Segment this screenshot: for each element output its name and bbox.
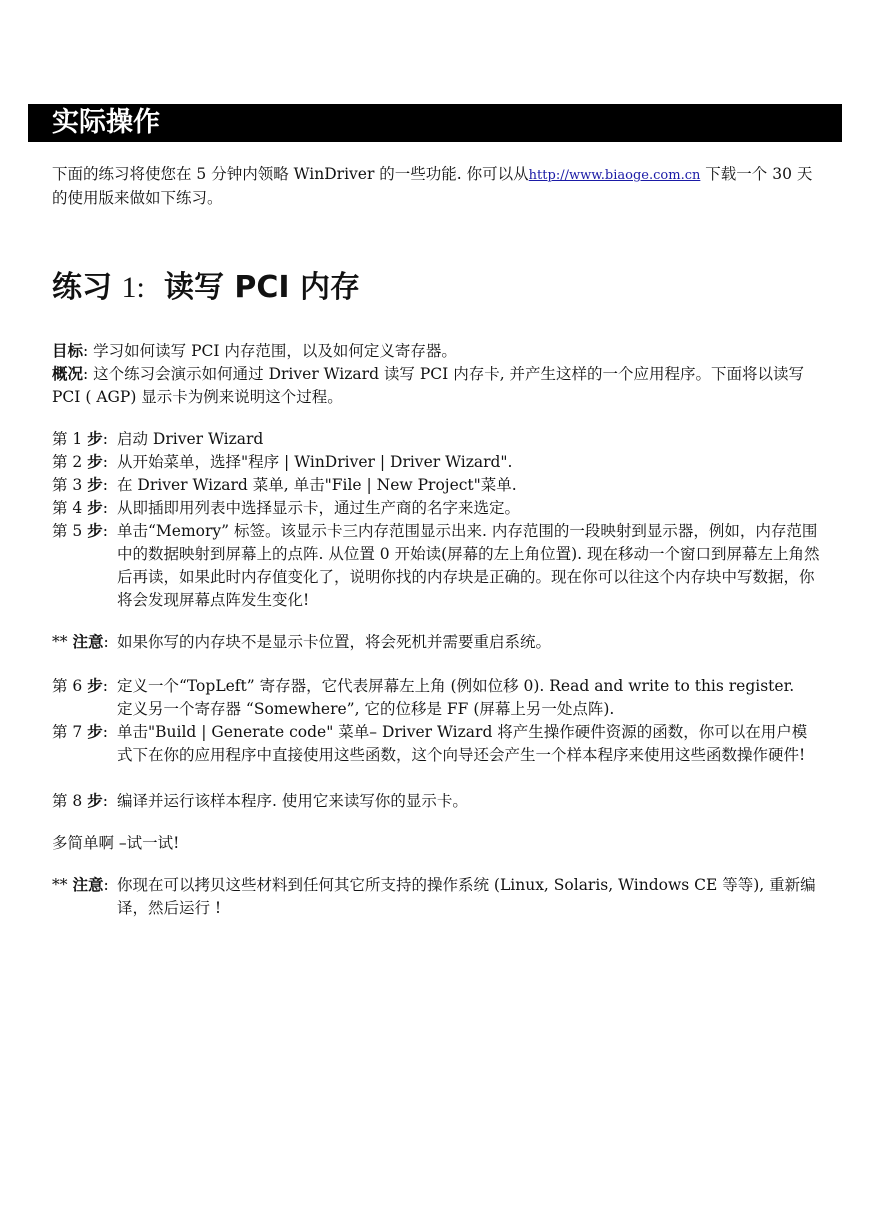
exercise-number: 1: (121, 271, 145, 304)
intro-paragraph (52, 163, 822, 210)
step-text: 单击“Memory” 标签。该显示卡三内存范围显示出来. 内存范围的一段映射到显示器，例如，内存范围中的数据映射到屏幕上的点阵. 从位置 0 开始读(屏幕的左上角位置). 现在移动一个窗口到屏幕左上角然后再读，如果此时内存值变化了，说明你找的内存块是正确的。现在你可以往这个内存块中写数据，你将会发现屏幕点阵发生变化! (117, 522, 820, 609)
goal-line (52, 340, 822, 363)
step-1 (52, 428, 822, 451)
section-banner: 实际操作 (28, 104, 842, 142)
overview-text: : 这个练习会演示如何通过 Driver Wizard 读写 PCI 内存卡, 并产生这样的一个应用程序。下面将以读写 PCI ( AGP) 显示卡为例来说明这个过程。 (52, 365, 805, 406)
step-label: 第 3 步: (52, 476, 108, 494)
note-label: ** 注意: (52, 876, 109, 894)
note-label: ** 注意: (52, 633, 109, 651)
step-label: 第 8 步: (52, 792, 108, 810)
step-label: 第 1 步: (52, 430, 108, 448)
goal-label: 目标 (52, 342, 84, 360)
step-text: 单击"Build | Generate code" 菜单– Driver Wizard 将产生操作硬件资源的函数，你可以在用户模式下在你的应用程序中直接使用这些函数，这个向导还会产生一个样本程序来使用这些函数操作硬件! (117, 723, 808, 764)
download-link[interactable]: http://www.biaoge.com.cn (528, 168, 701, 183)
step-label: 第 6 步: (52, 677, 108, 695)
step-8 (52, 790, 822, 813)
goal-text: : 学习如何读写 PCI 内存范围，以及如何定义寄存器。 (83, 342, 457, 360)
step-text: 从开始菜单，选择"程序 | WinDriver | Driver Wizard". (117, 453, 513, 471)
note-text: 你现在可以拷贝这些材料到任何其它所支持的操作系统 (Linux, Solaris, Windows CE 等等), 重新编译，然后运行 ! (117, 876, 816, 917)
overview-paragraph (52, 363, 822, 409)
step-text: 启动 Driver Wizard (117, 430, 264, 448)
exercise-prefix: 练习 (52, 270, 112, 305)
step-label: 第 7 步: (52, 723, 108, 741)
step-label: 第 2 步: (52, 453, 108, 471)
note-text: 如果你写的内存块不是显示卡位置，将会死机并需要重启系统。 (117, 633, 552, 651)
step-6 (52, 675, 822, 721)
step-text: 编译并运行该样本程序. 使用它来读写你的显示卡。 (117, 792, 468, 810)
step-5 (52, 520, 822, 612)
step-4 (52, 497, 822, 520)
step-text: 从即插即用列表中选择显示卡，通过生产商的名字来选定。 (117, 499, 521, 517)
intro-text-before: 下面的练习将使您在 5 分钟内领略 WinDriver 的一些功能. 你可以从 (52, 165, 529, 183)
step-2 (52, 451, 822, 474)
step-label: 第 5 步: (52, 522, 108, 540)
step-3 (52, 474, 822, 497)
note-portability (52, 874, 822, 920)
step-text-line2: 定义另一个寄存器 “Somewhere”, 它的位移是 FF (屏幕上另一处点阵). (117, 700, 615, 718)
step-text: 定义一个“TopLeft” 寄存器，它代表屏幕左上角 (例如位移 0). Read and write to this register. (117, 677, 795, 695)
step-text: 在 Driver Wizard 菜单, 单击"File | New Project"菜单. (117, 476, 517, 494)
step-label: 第 4 步: (52, 499, 108, 517)
try-it-line: 多简单啊 –试一试! (52, 834, 180, 852)
exercise-title: 读写 PCI 内存 (163, 270, 361, 305)
intro-text-after: 下载一个 30 天的使用版来做如下练习。 (52, 165, 813, 207)
overview-label: 概况 (52, 365, 84, 383)
note-warning (52, 631, 822, 654)
exercise-heading (52, 268, 360, 308)
step-7 (52, 721, 822, 767)
